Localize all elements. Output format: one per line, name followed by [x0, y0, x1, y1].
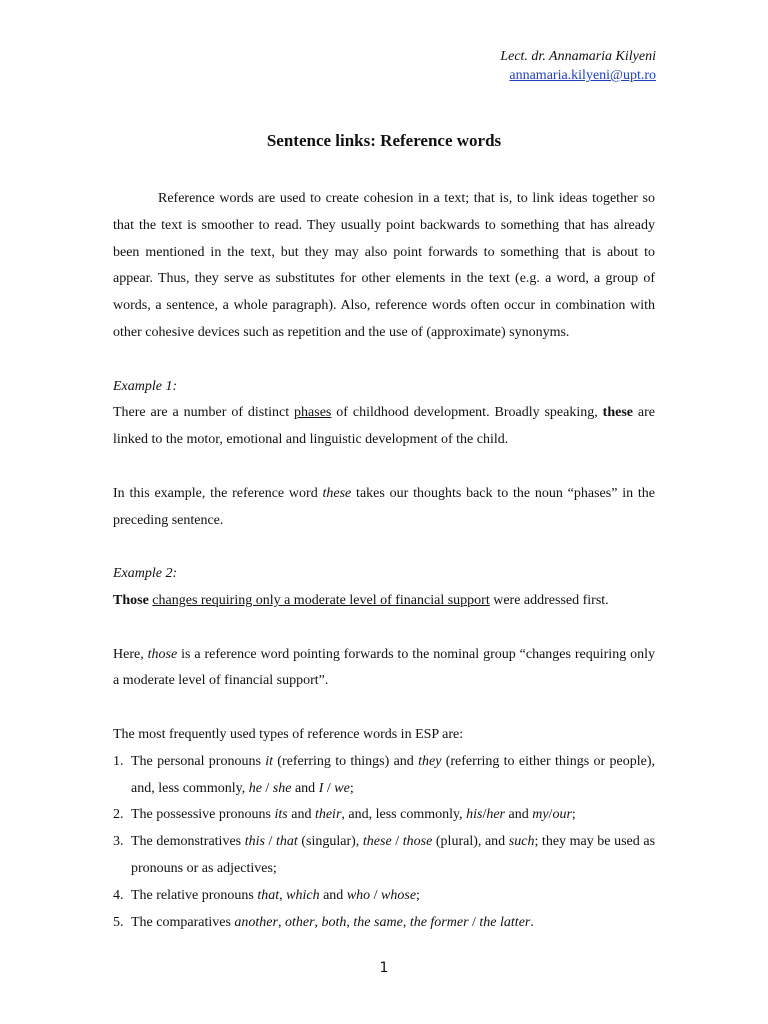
example-2-label: Example 2:: [113, 566, 178, 582]
page-number: 1: [379, 960, 389, 976]
document-title: Sentence links: Reference words: [266, 131, 502, 150]
document-body: [113, 186, 655, 936]
intro-paragraph: Reference words are used to create cohesion in a text; that is, to link ideas together so that the text is smoother to read. They usually point backwards to something that has already been mentioned in the text, but they may also point forwards to something that is about to appear. Thus, they serve as substitutes for other elements in the text (e.g. a word, a group of words, a sentence, a whole paragraph). Also, reference words often occur in combination with other cohesive devices such as repetition and the use of (approximate) synonyms.: [113, 191, 655, 340]
example-1-sentence: There are a number of distinct phases of childhood development. Broadly speaking, these are linked to the motor, emotional and linguistic development of the child.: [113, 405, 655, 448]
example-2-explanation: Here, those is a reference word pointing forwards to the nominal group “changes requiring only a moderate level of financial support”.: [113, 646, 655, 689]
example-1-explanation: In this example, the reference word these takes our thoughts back to the noun “phases” in the preceding sentence.: [113, 485, 655, 528]
list-item: 1. The personal pronouns it (referring to things) and they (referring to either things or people), and, less commonly, he / she and I / we;: [113, 753, 655, 796]
list-item: 5. The comparatives another, other, both, the same, the former / the latter.: [113, 914, 534, 930]
author-email-link[interactable]: annamaria.kilyeni@upt.ro: [509, 68, 656, 83]
example-1-label: Example 1:: [113, 378, 178, 394]
author-name: Lect. dr. Annamaria Kilyeni: [500, 49, 656, 64]
reference-types-list: [113, 749, 655, 937]
list-item: 3. The demonstratives this / that (singular), these / those (plural), and such; they may be used as pronouns or as adjectives;: [113, 834, 656, 876]
example-2-sentence: Those changes requiring only a moderate level of financial support were addressed first.: [113, 592, 609, 608]
list-item: 2. The possessive pronouns its and their, and, less commonly, his/her and my/our;: [113, 807, 576, 823]
types-intro: The most frequently used types of reference words in ESP are:: [113, 726, 464, 742]
list-item: 4. The relative pronouns that, which and who / whose;: [113, 887, 420, 903]
page-header: [500, 47, 656, 85]
